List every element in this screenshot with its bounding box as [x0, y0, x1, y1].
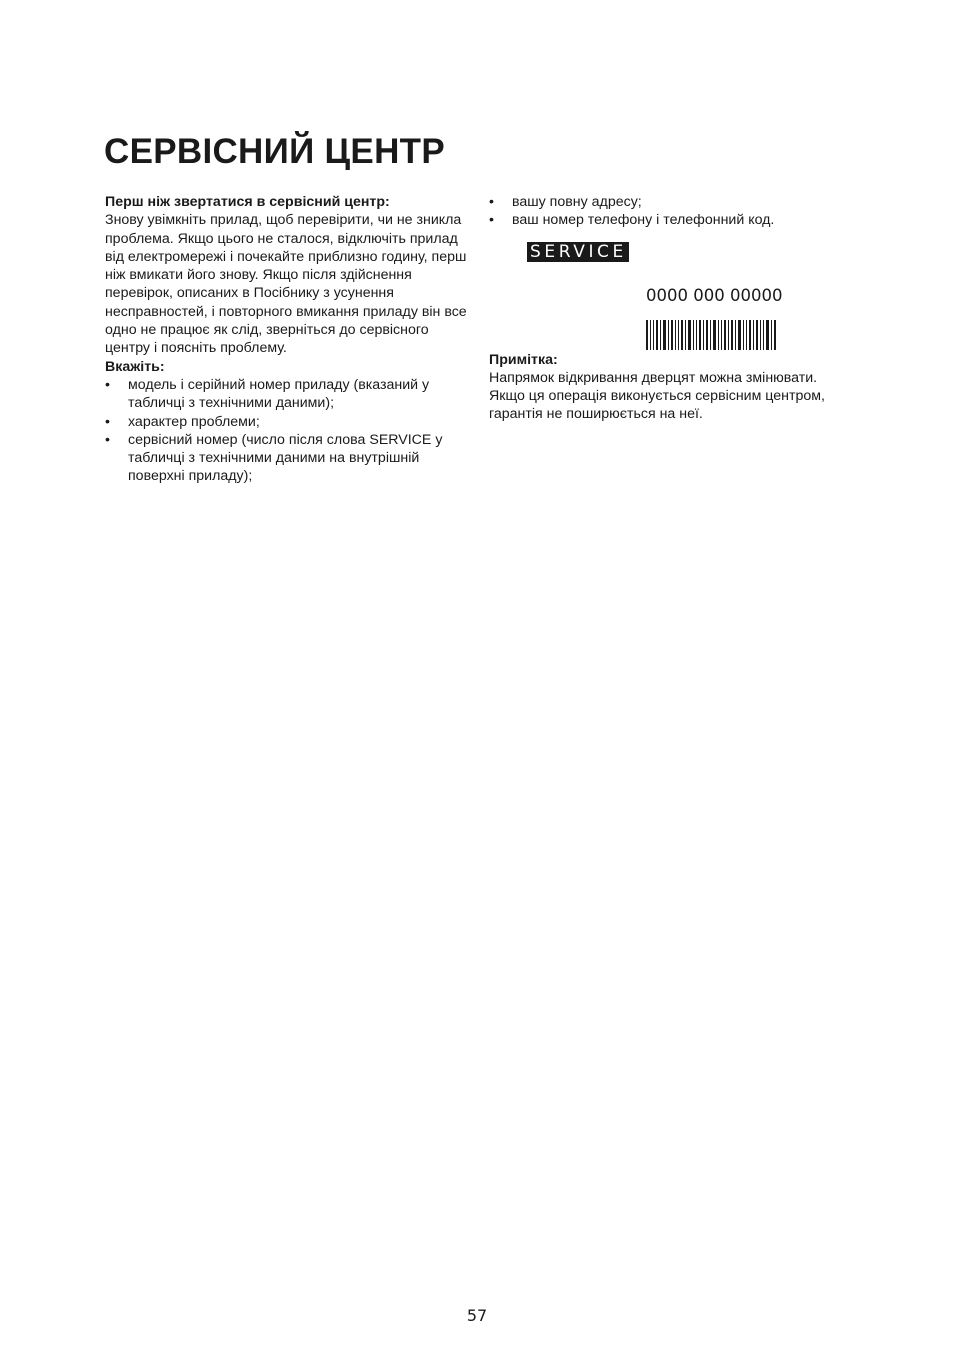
before-contacting-paragraph: Знову увімкніть прилад, щоб перевірити, чи не зникла проблема. Якщо цього не сталося, відключіть прилад від електромережі і почекайте приблизно годину, перш ніж вмикати його знову. Якщо після здійснення перевірок, описаних в Посібнику з усунення несправностей, і повторного вмикання приладу він все одно не працює як слід, зверніться до сервісного центру і поясніть проблему.: [105, 212, 467, 357]
before-contacting-heading: Перш ніж звертатися в сервісний центр:: [105, 194, 390, 210]
note-heading: Примітка:: [489, 351, 558, 368]
indicate-heading: Вкажіть:: [105, 358, 165, 375]
service-number: 0000 000 00000: [646, 285, 783, 305]
bullet-icon: •: [105, 413, 110, 430]
list-item-text: ваш номер телефону і телефонний код.: [512, 212, 775, 229]
list-item: [489, 193, 849, 211]
contact-info-list: [489, 193, 849, 230]
bullet-icon: •: [489, 194, 494, 210]
left-column: [105, 193, 475, 486]
note-text: Напрямок відкривання дверцят можна змінювати. Якщо ця операція виконується сервісним центром, гарантія не поширюється на неї.: [489, 369, 825, 423]
bullet-icon: •: [105, 431, 110, 448]
bullet-icon: •: [489, 212, 494, 229]
service-label: SERVICE: [527, 242, 629, 262]
barcode-icon: [646, 320, 777, 350]
note: [489, 351, 849, 424]
indicate-list: [105, 376, 475, 486]
bullet-icon: •: [105, 376, 110, 393]
list-item-text: сервісний номер (число після слова SERVICE у табличці з технічними даними на внутрішній поверхні приладу);: [128, 431, 443, 485]
page-number: 57: [466, 1306, 488, 1325]
list-item: [105, 376, 475, 413]
list-item-text: характер проблеми;: [128, 413, 260, 430]
list-item: [105, 413, 475, 431]
list-item: [489, 211, 849, 229]
service-plate: [489, 241, 849, 351]
list-item-text: вашу повну адресу;: [512, 194, 642, 210]
list-item-text: модель і серійний номер приладу (вказаний у табличці з технічними даними);: [128, 376, 430, 412]
list-item: [105, 431, 475, 486]
page-title: СЕРВІСНИЙ ЦЕНТР: [104, 132, 445, 171]
right-column: [489, 193, 849, 424]
